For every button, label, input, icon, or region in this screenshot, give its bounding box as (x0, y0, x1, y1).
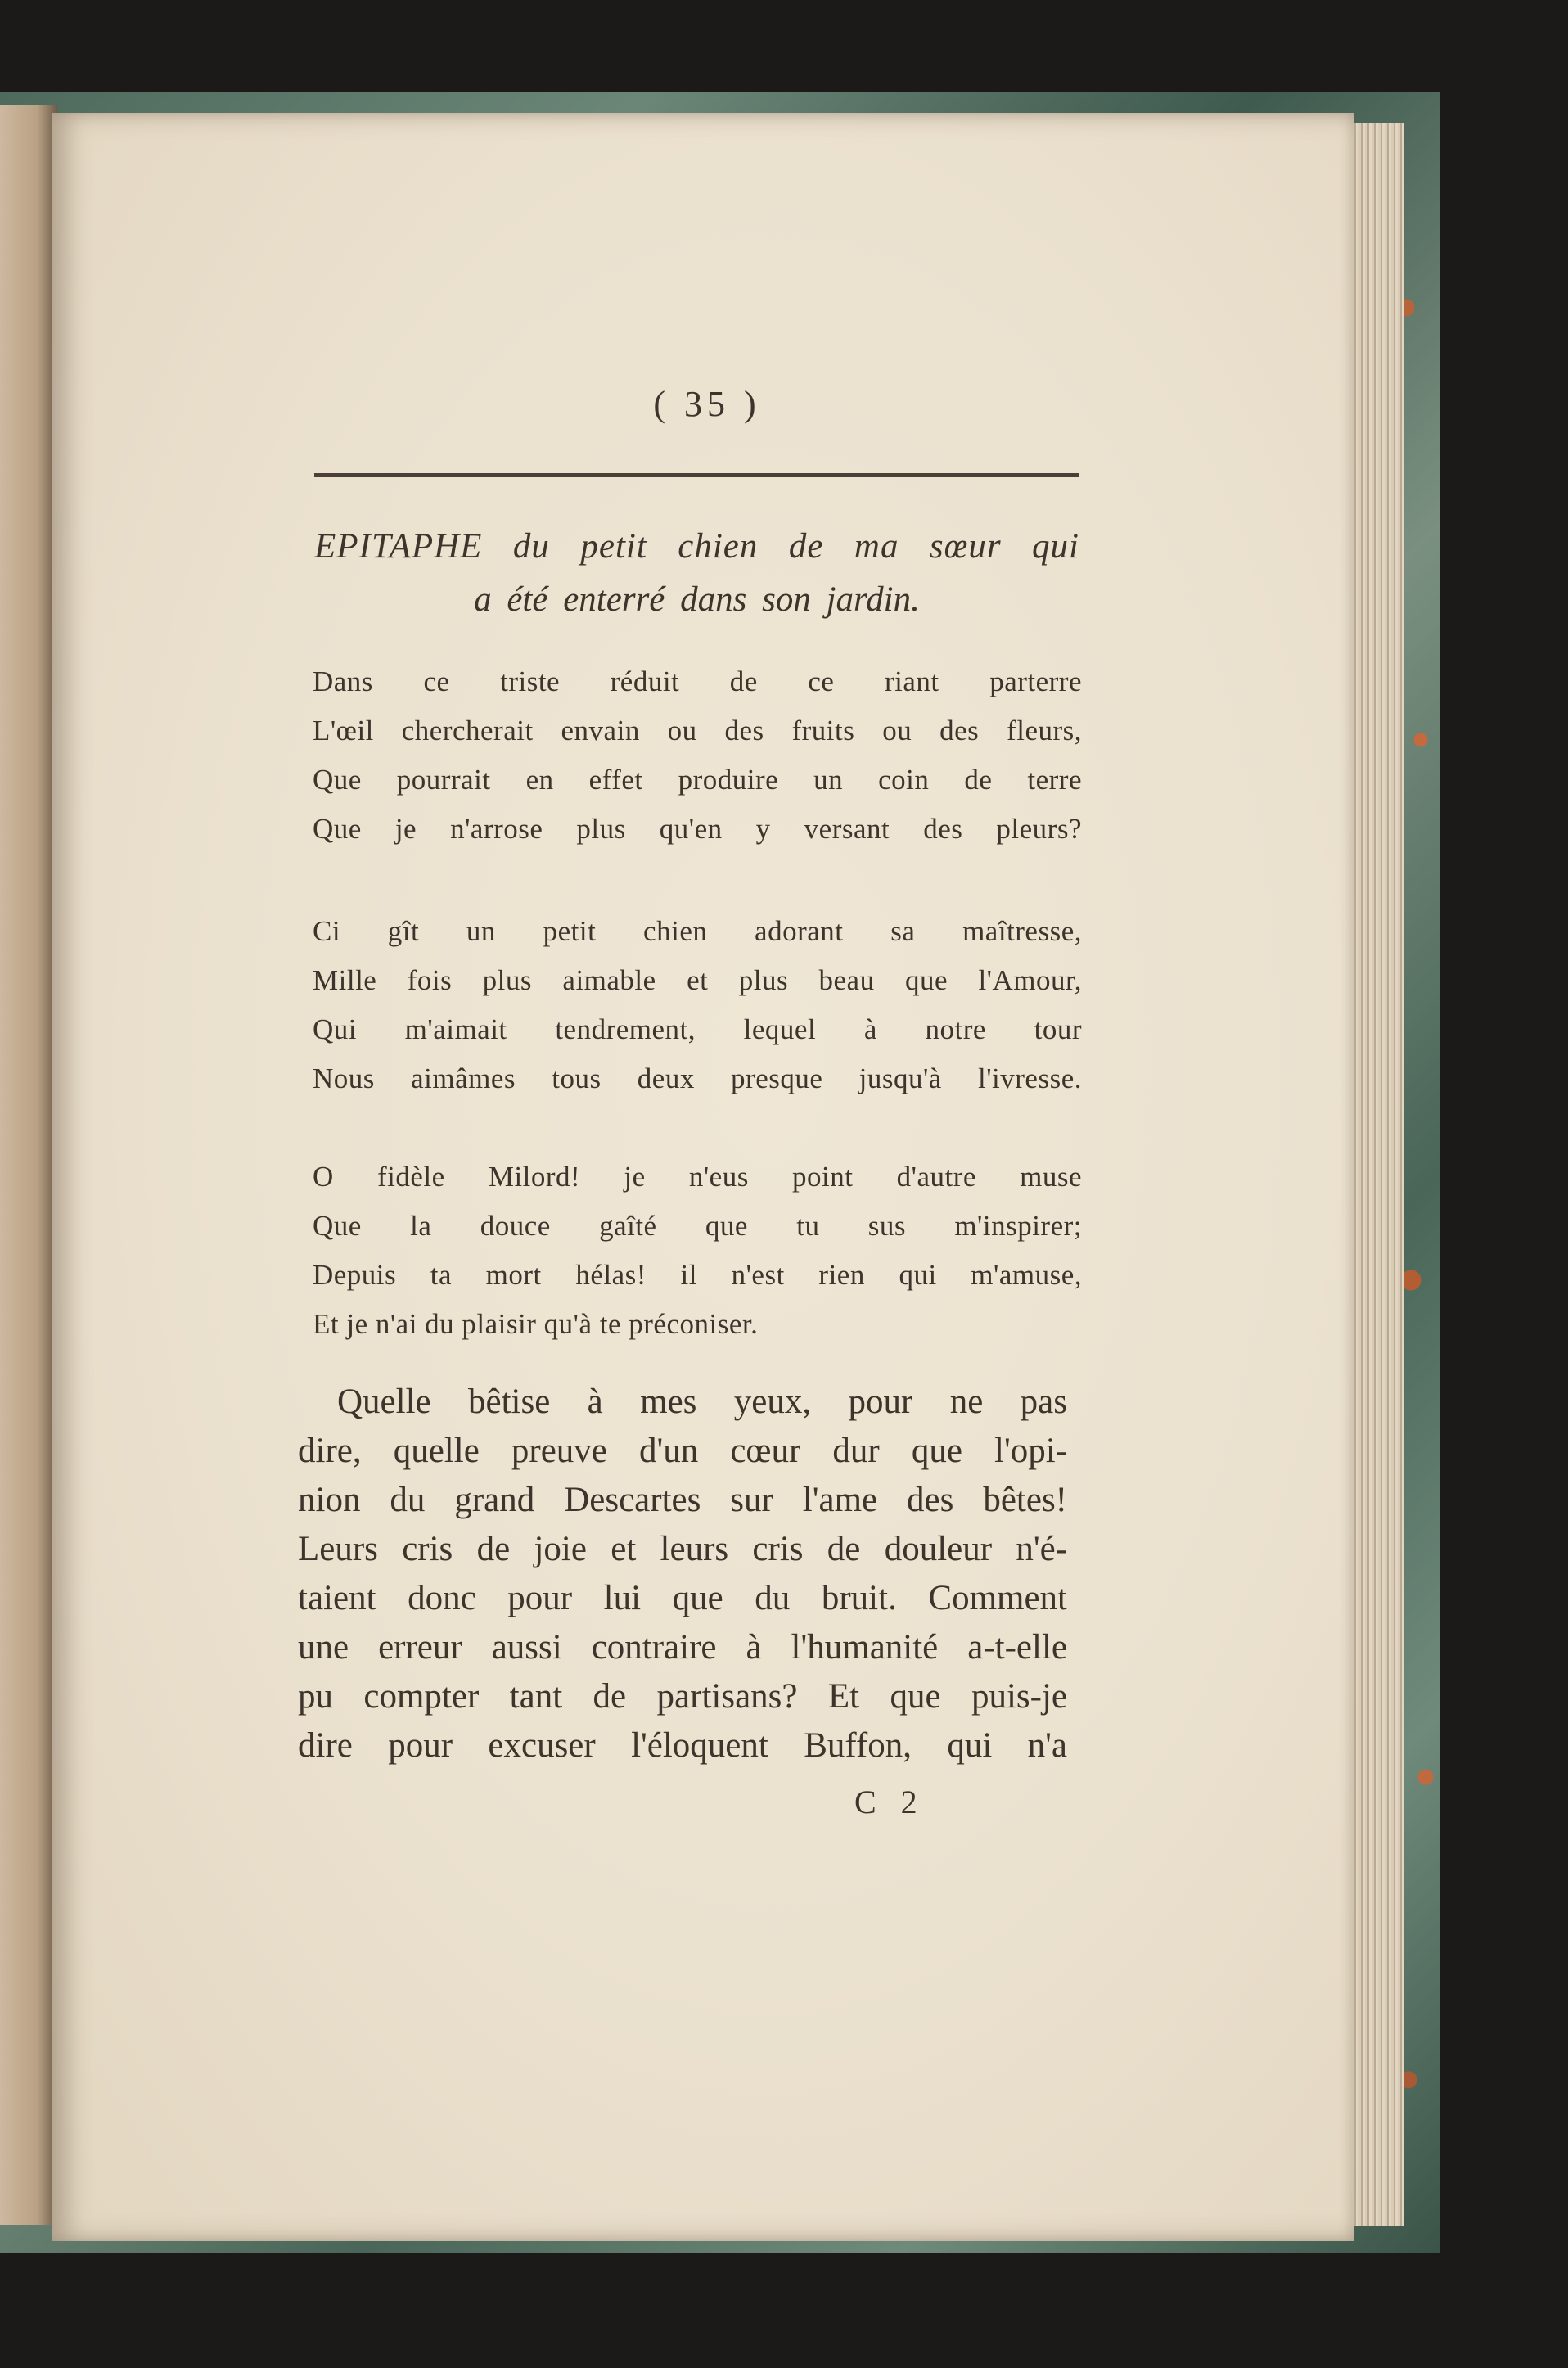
header-rule (314, 473, 1079, 477)
prose-line: pu compter tant de partisans? Et que puis-je (298, 1677, 1067, 1716)
verse-stanza-1 (313, 657, 1082, 854)
verse-stanza-2 (313, 907, 1082, 1103)
verse-line: Ci gît un petit chien adorant sa maîtresse, (313, 915, 1082, 947)
verse-line: Qui m'aimait tendrement, lequel à notre tour (313, 1013, 1082, 1045)
prose-line: dire pour excuser l'éloquent Buffon, qui n'a (298, 1726, 1067, 1765)
verse-line: Et je n'ai du plaisir qu'à te préconiser. (313, 1308, 759, 1340)
signature-mark: C 2 (854, 1784, 926, 1820)
epitaph-title-line-2: a été enterré dans son jardin. (474, 580, 920, 619)
verse-line: Mille fois plus aimable et plus beau que l'Amour, (313, 964, 1082, 996)
prose-line: une erreur aussi contraire à l'humanité a-t-elle (298, 1628, 1067, 1667)
book-page (52, 113, 1354, 2241)
page-number: ( 35 ) (653, 384, 761, 424)
prose-line: dire, quelle preuve d'un cœur dur que l'opi- (298, 1432, 1067, 1470)
verse-stanza-3 (313, 1152, 1082, 1349)
verse-line: Nous aimâmes tous deux presque jusqu'à l'ivresse. (313, 1062, 1082, 1094)
prose-line: Quelle bêtise à mes yeux, pour ne pas (337, 1382, 1067, 1421)
verse-line: Depuis ta mort hélas! il n'est rien qui m'amuse, (313, 1259, 1082, 1291)
prose-paragraph (298, 1378, 1067, 1770)
verse-line: Que la douce gaîté que tu sus m'inspirer; (313, 1210, 1082, 1242)
verse-line: O fidèle Milord! je n'eus point d'autre muse (313, 1161, 1082, 1193)
prose-line: taient donc pour lui que du bruit. Comment (298, 1579, 1067, 1617)
facing-page-edge (0, 105, 57, 2225)
prose-line: Leurs cris de joie et leurs cris de douleur n'é- (298, 1530, 1067, 1568)
verse-line: Dans ce triste réduit de ce riant parterre (313, 665, 1082, 697)
verse-line: L'œil chercherait envain ou des fruits ou des fleurs, (313, 715, 1082, 746)
prose-line: nion du grand Descartes sur l'ame des bêtes! (298, 1481, 1067, 1519)
verse-line: Que je n'arrose plus qu'en y versant des pleurs? (313, 813, 1082, 845)
epitaph-title-line-1: EPITAPHE du petit chien de ma sœur qui (314, 527, 1079, 566)
verse-line: Que pourrait en effet produire un coin de terre (313, 764, 1082, 796)
